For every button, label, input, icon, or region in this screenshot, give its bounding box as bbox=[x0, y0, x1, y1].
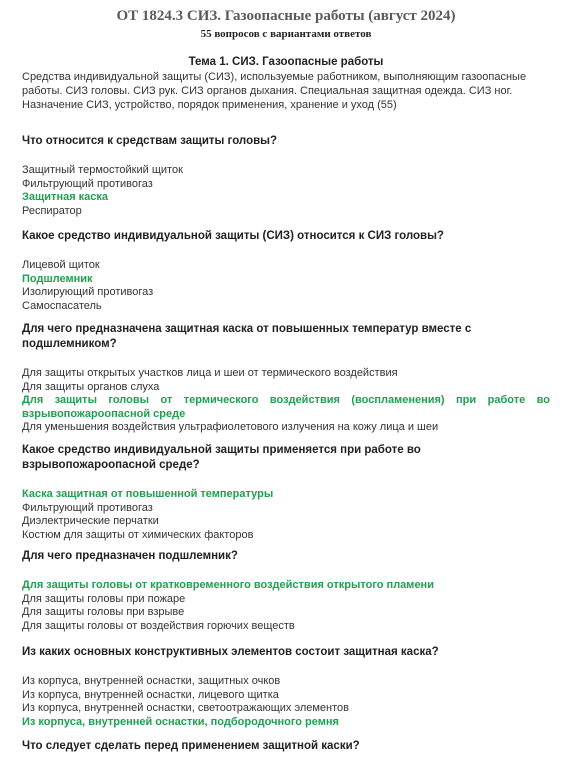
correct-answer-option: Для защиты головы от кратковременного воздействия открытого пламени bbox=[22, 579, 434, 591]
answer-options bbox=[22, 259, 550, 313]
question-block bbox=[22, 549, 550, 633]
answer-option: Лицевой щиток bbox=[22, 259, 100, 271]
answer-option: Для защиты открытых участков лица и шеи от термического воздействия bbox=[22, 367, 398, 379]
answer-option: Самоспасатель bbox=[22, 299, 102, 312]
answer-option: Защитный термостойкий щиток bbox=[22, 164, 183, 176]
answer-option: Для уменьшения воздействия ультрафиолетового излучения на кожу лица и шеи bbox=[22, 421, 439, 433]
answer-option: Для защиты головы от воздействия горючих веществ bbox=[22, 619, 295, 632]
question-block bbox=[22, 134, 550, 218]
question-block bbox=[22, 443, 550, 542]
correct-answer-option: Защитная каска bbox=[22, 191, 109, 203]
correct-answer-option: Для защиты головы от термического воздействия (воспламенения) при работе во взрывопожароопасной среде bbox=[22, 394, 550, 420]
answer-option: Для защиты органов слуха bbox=[22, 380, 160, 393]
answer-option: Для защиты головы при взрыве bbox=[22, 606, 185, 618]
answer-option: Фильтрующий противогаз bbox=[22, 501, 153, 514]
topic-title: Тема 1. СИЗ. Газоопасные работы bbox=[188, 56, 384, 68]
answer-option: Респиратор bbox=[22, 204, 82, 217]
answer-option: Из корпуса, внутренней оснастки, светоотражающих элементов bbox=[22, 702, 349, 714]
document-subtitle: 55 вопросов с вариантами ответов bbox=[200, 28, 372, 40]
answer-option: Фильтрующий противогаз bbox=[22, 177, 153, 190]
answer-option: Из корпуса, внутренней оснастки, лицевого щитка bbox=[22, 688, 279, 701]
answer-option: Для защиты головы при пожаре bbox=[22, 592, 186, 605]
topic-description: Средства индивидуальной защиты (СИЗ), используемые работником, выполняющим газоопасные работы. СИЗ головы. СИЗ рук. СИЗ органов дыхания. Специальная защитная одежда. СИЗ ног. Назначение СИЗ, устройство, порядок применения, хранение и уход (55) bbox=[22, 71, 527, 111]
question-block bbox=[22, 322, 550, 435]
answer-option: Из корпуса, внутренней оснастки, защитных очков bbox=[22, 675, 281, 687]
answer-option: Изолирующий противогаз bbox=[22, 286, 154, 298]
correct-answer-option: Каска защитная от повышенной температуры bbox=[22, 488, 274, 500]
answer-options bbox=[22, 367, 550, 435]
answer-options bbox=[22, 164, 550, 218]
answer-option: Костюм для защиты от химических факторов bbox=[22, 528, 254, 541]
correct-answer-option: Подшлемник bbox=[22, 272, 93, 285]
question-text: Для чего предназначен подшлемник? bbox=[22, 550, 238, 562]
answer-options bbox=[22, 579, 550, 633]
question-text: Какое средство индивидуальной защиты (СИЗ) относится к СИЗ головы? bbox=[22, 230, 444, 242]
question-text: Какое средство индивидуальной защиты применяется при работе во взрывопожароопасной среде? bbox=[22, 444, 421, 471]
question-text: Для чего предназначена защитная каска от повышенных температур вместе с подшлемником? bbox=[22, 323, 472, 350]
question-block bbox=[22, 229, 550, 313]
question-text: Что следует сделать перед применением защитной каски? bbox=[22, 740, 360, 752]
correct-answer-option: Из корпуса, внутренней оснастки, подбородочного ремня bbox=[22, 715, 339, 728]
answer-options bbox=[22, 488, 550, 542]
question-block bbox=[22, 739, 550, 754]
document-title: ОТ 1824.3 СИЗ. Газоопасные работы (август 2024) bbox=[116, 8, 456, 24]
question-text: Из каких основных конструктивных элементов состоит защитная каска? bbox=[22, 646, 439, 658]
answer-options bbox=[22, 675, 550, 729]
question-text: Что относится к средствам защиты головы? bbox=[22, 135, 278, 147]
answer-option: Диэлектрические перчатки bbox=[22, 515, 159, 527]
question-block bbox=[22, 645, 550, 729]
